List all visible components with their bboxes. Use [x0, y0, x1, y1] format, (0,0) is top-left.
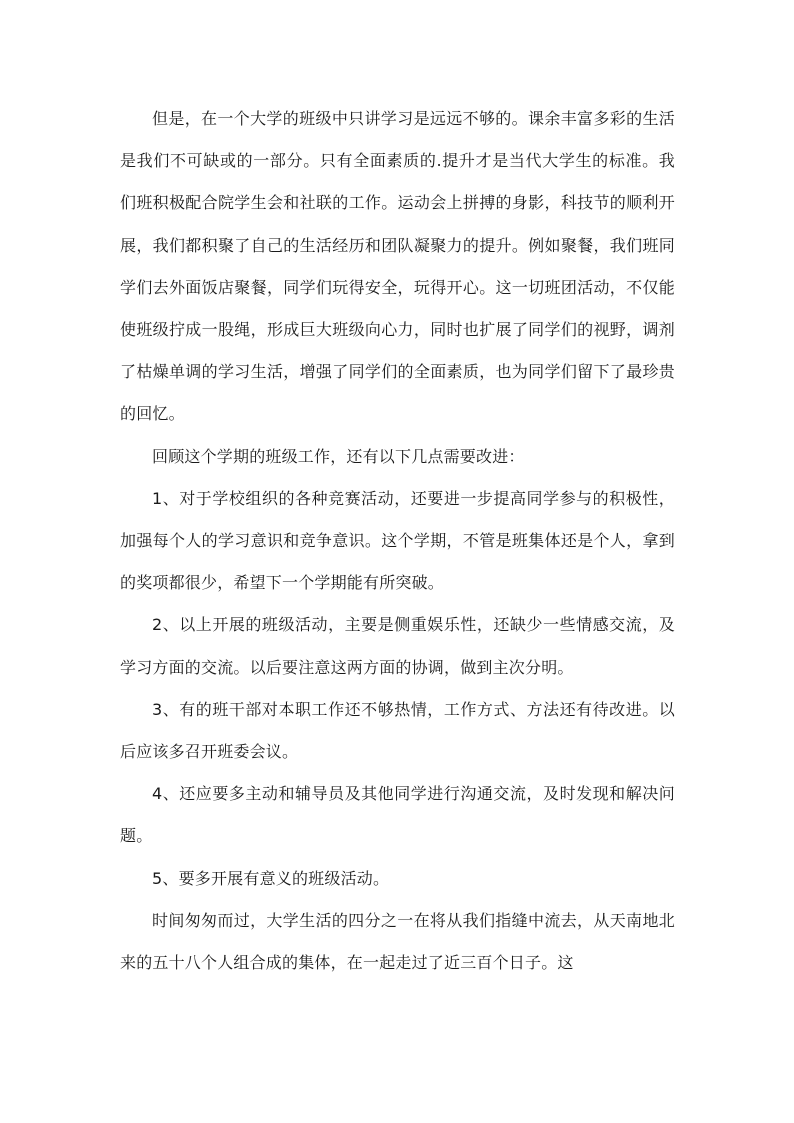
paragraph-closing: 时间匆匆而过，大学生活的四分之一在将从我们指缝中流去，从天南地北来的五十八个人组合成的集体，在一起走过了近三百个日子。这 [120, 910, 675, 973]
paragraph-item-4: 4、还应要多主动和辅导员及其他同学进行沟通交流，及时发现和解决问题。 [120, 784, 675, 846]
paragraph-item-3: 3、有的班干部对本职工作还不够热情，工作方式、方法还有待改进。以后应该多召开班委会议。 [120, 699, 675, 762]
paragraph-item-1: 1、对于学校组织的各种竞赛活动，还要进一步提高同学参与的积极性，加强每个人的学习意识和竞争意识。这个学期，不管是班集体还是个人，拿到的奖项都很少，希望下一个学期能有所突破。 [120, 488, 675, 593]
paragraph-item-5: 5、要多开展有意义的班级活动。 [152, 868, 390, 888]
paragraph-review-intro: 回顾这个学期的班级工作，还有以下几点需要改进： [152, 446, 525, 466]
document-body [120, 98, 675, 984]
paragraph-activities: 但是，在一个大学的班级中只讲学习是远远不够的。课余丰富多彩的生活是我们不可缺或的一部分。只有全面素质的.提升才是当代大学生的标准。我们班积极配合院学生会和社联的工作。运动会上拼搏的身影，科技节的顺利开展，我们都积聚了自己的生活经历和团队凝聚力的提升。例如聚餐，我们班同学们去外面饭店聚餐，同学们玩得安全，玩得开心。这一切班团活动，不仅能使班级拧成一股绳，形成巨大班级向心力，同时也扩展了同学们的视野，调剂了枯燥单调的学习生活，增强了同学们的全面素质，也为同学们留下了最珍贵的回忆。 [120, 109, 675, 424]
paragraph-item-2: 2、以上开展的班级活动，主要是侧重娱乐性，还缺少一些情感交流，及学习方面的交流。以后要注意这两方面的协调，做到主次分明。 [120, 615, 675, 677]
